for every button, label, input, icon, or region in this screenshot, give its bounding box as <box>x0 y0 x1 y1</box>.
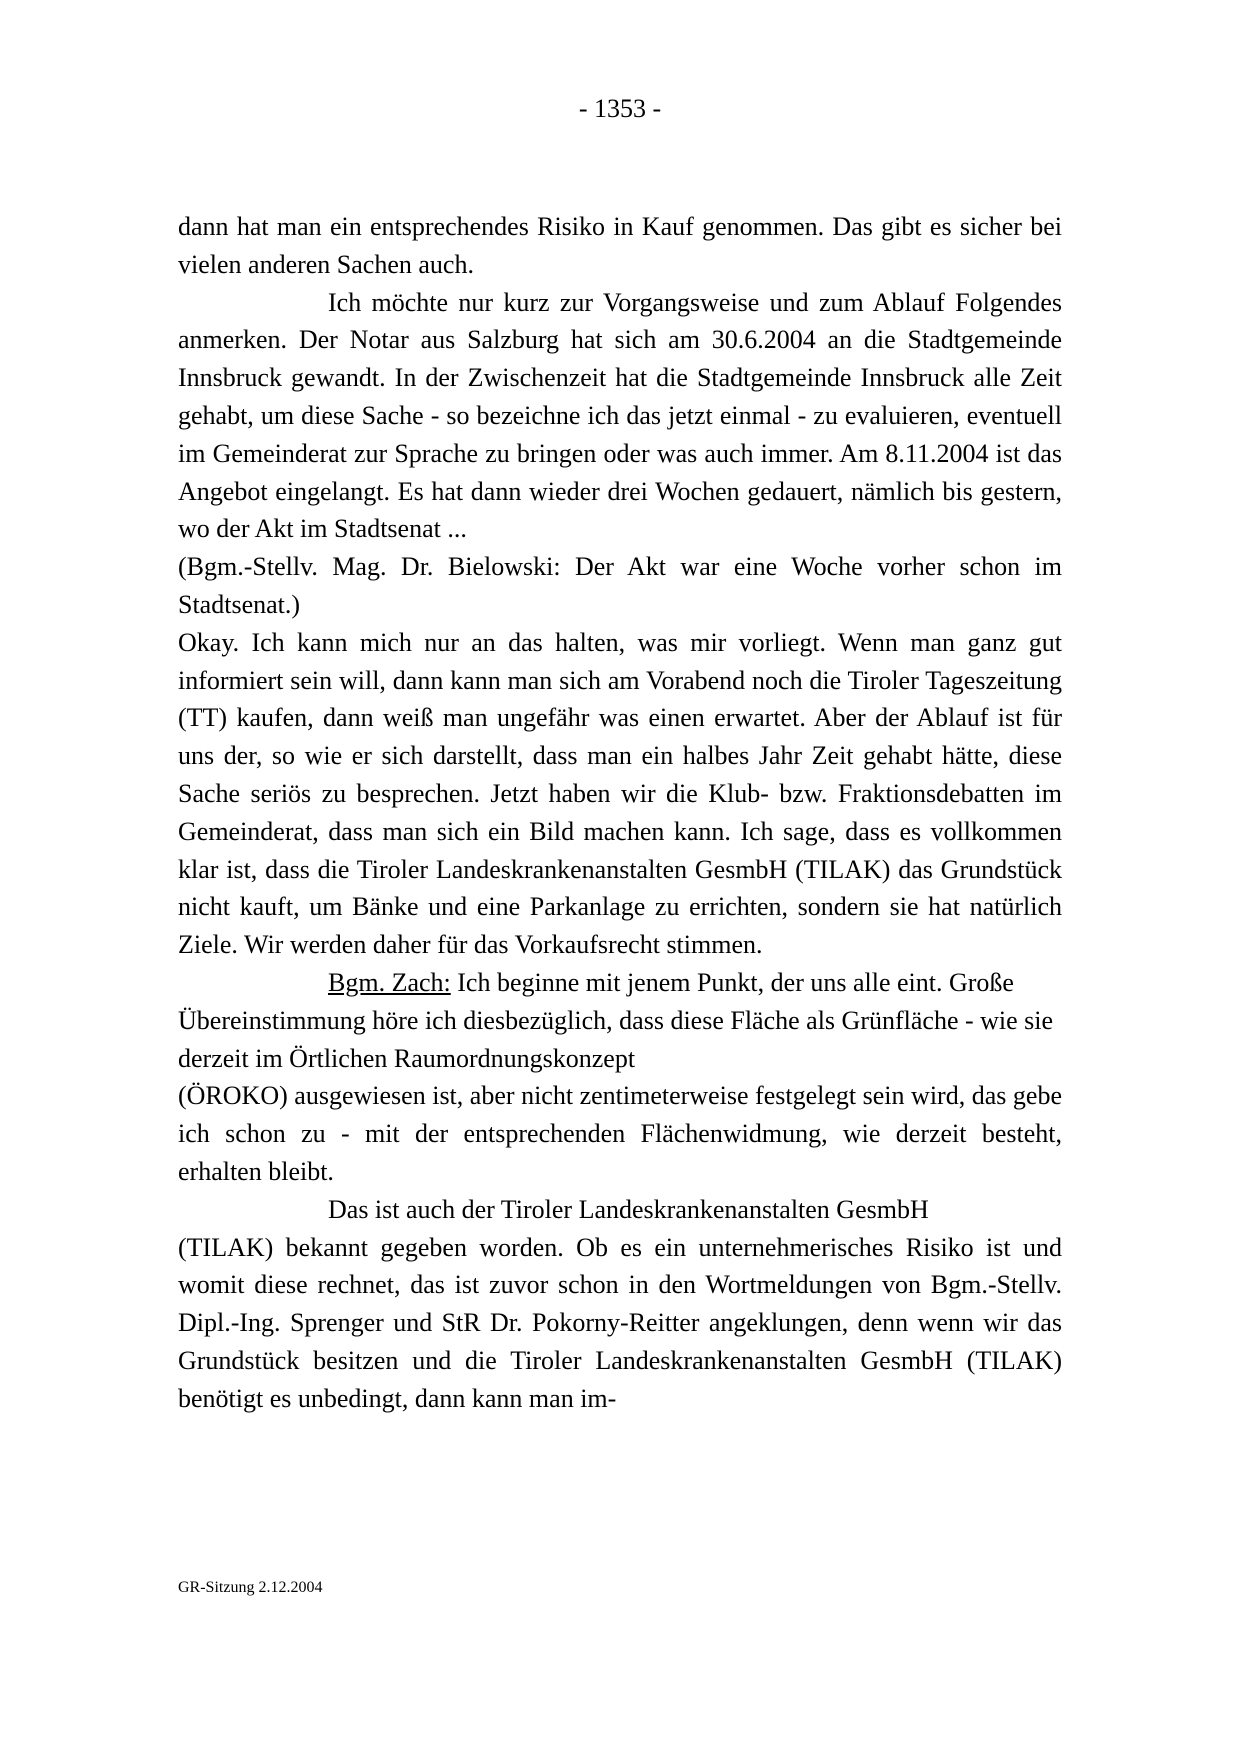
page-number: - 1353 - <box>578 94 662 123</box>
interjection: (Bgm.-Stellv. Mag. Dr. Bielowski: Der Akt war eine Woche vorher schon im Stadtsenat.) <box>178 552 1062 619</box>
paragraph: (TILAK) bekannt gegeben worden. Ob es ein unternehmerisches Risiko ist und womit diese rechnet, das ist zuvor schon in den Wortmeldungen von Bgm.-Stellv. Dipl.-Ing. Sprenger und StR Dr. Pokorny-Reitter angeklungen, denn wenn wir das Grundstück besitzen und die Tiroler Landeskrankenanstalten GesmbH (TILAK) benötigt es unbedingt, dann kann man im- <box>178 1232 1062 1413</box>
paragraph: Okay. Ich kann mich nur an das halten, was mir vorliegt. Wenn man ganz gut informiert sein will, dann kann man sich am Vorabend noch die Tiroler Tageszeitung (TT) kaufen, dann weiß man ungefähr was einen erwartet. Aber der Ablauf ist für uns der, so wie er sich darstellt, dass man ein halbes Jahr Zeit gehabt hätte, diese Sache seriös zu besprechen. Jetzt haben wir die Klub- bzw. Fraktionsdebatten im Gemeinderat, dass man sich ein Bild machen kann. Ich sage, dass es vollkommen klar ist, dass die Tiroler Landeskrankenanstalten GesmbH (TILAK) das Grundstück nicht kauft, um Bänke und eine Parkanlage zu errichten, sondern sie hat natürlich Ziele. Wir werden daher für das Vorkaufsrecht stimmen. <box>178 627 1062 960</box>
speaker-paragraph <box>178 964 1062 1077</box>
paragraph: Das ist auch der Tiroler Landeskrankenanstalten GesmbH <box>328 1194 929 1224</box>
paragraph: Ich möchte nur kurz zur Vorgangsweise und zum Ablauf Folgendes anmerken. Der Notar aus Salzburg hat sich am 30.6.2004 an die Stadtgemeinde Innsbruck gewandt. In der Zwischenzeit hat die Stadtgemeinde Innsbruck alle Zeit gehabt, um diese Sache - so bezeichne ich das jetzt einmal - zu evaluieren, eventuell im Gemeinderat zur Sprache zu bringen oder was auch immer. Am 8.11.2004 ist das Angebot eingelangt. Es hat dann wieder drei Wochen gedauert, nämlich bis gestern, wo der Akt im Stadtsenat ... <box>178 287 1062 544</box>
speaker-text: Ich beginne mit jenem Punkt, der uns alle eint. Große Übereinstimmung höre ich diesbezüglich, dass diese Fläche als Grünfläche - wie sie derzeit im Örtlichen Raumordnungskonzept <box>178 967 1054 1073</box>
document-body <box>178 208 1062 1418</box>
speaker-label: Bgm. Zach: <box>328 967 451 997</box>
paragraph: dann hat man ein entsprechendes Risiko in Kauf genommen. Das gibt es sicher bei vielen anderen Sachen auch. <box>178 212 1062 279</box>
footer: GR-Sitzung 2.12.2004 <box>178 1579 323 1596</box>
paragraph: (ÖROKO) ausgewiesen ist, aber nicht zentimeterweise festgelegt sein wird, das gebe ich schon zu - mit der entsprechenden Flächenwidmung, wie derzeit besteht, erhalten bleibt. <box>178 1081 1062 1186</box>
